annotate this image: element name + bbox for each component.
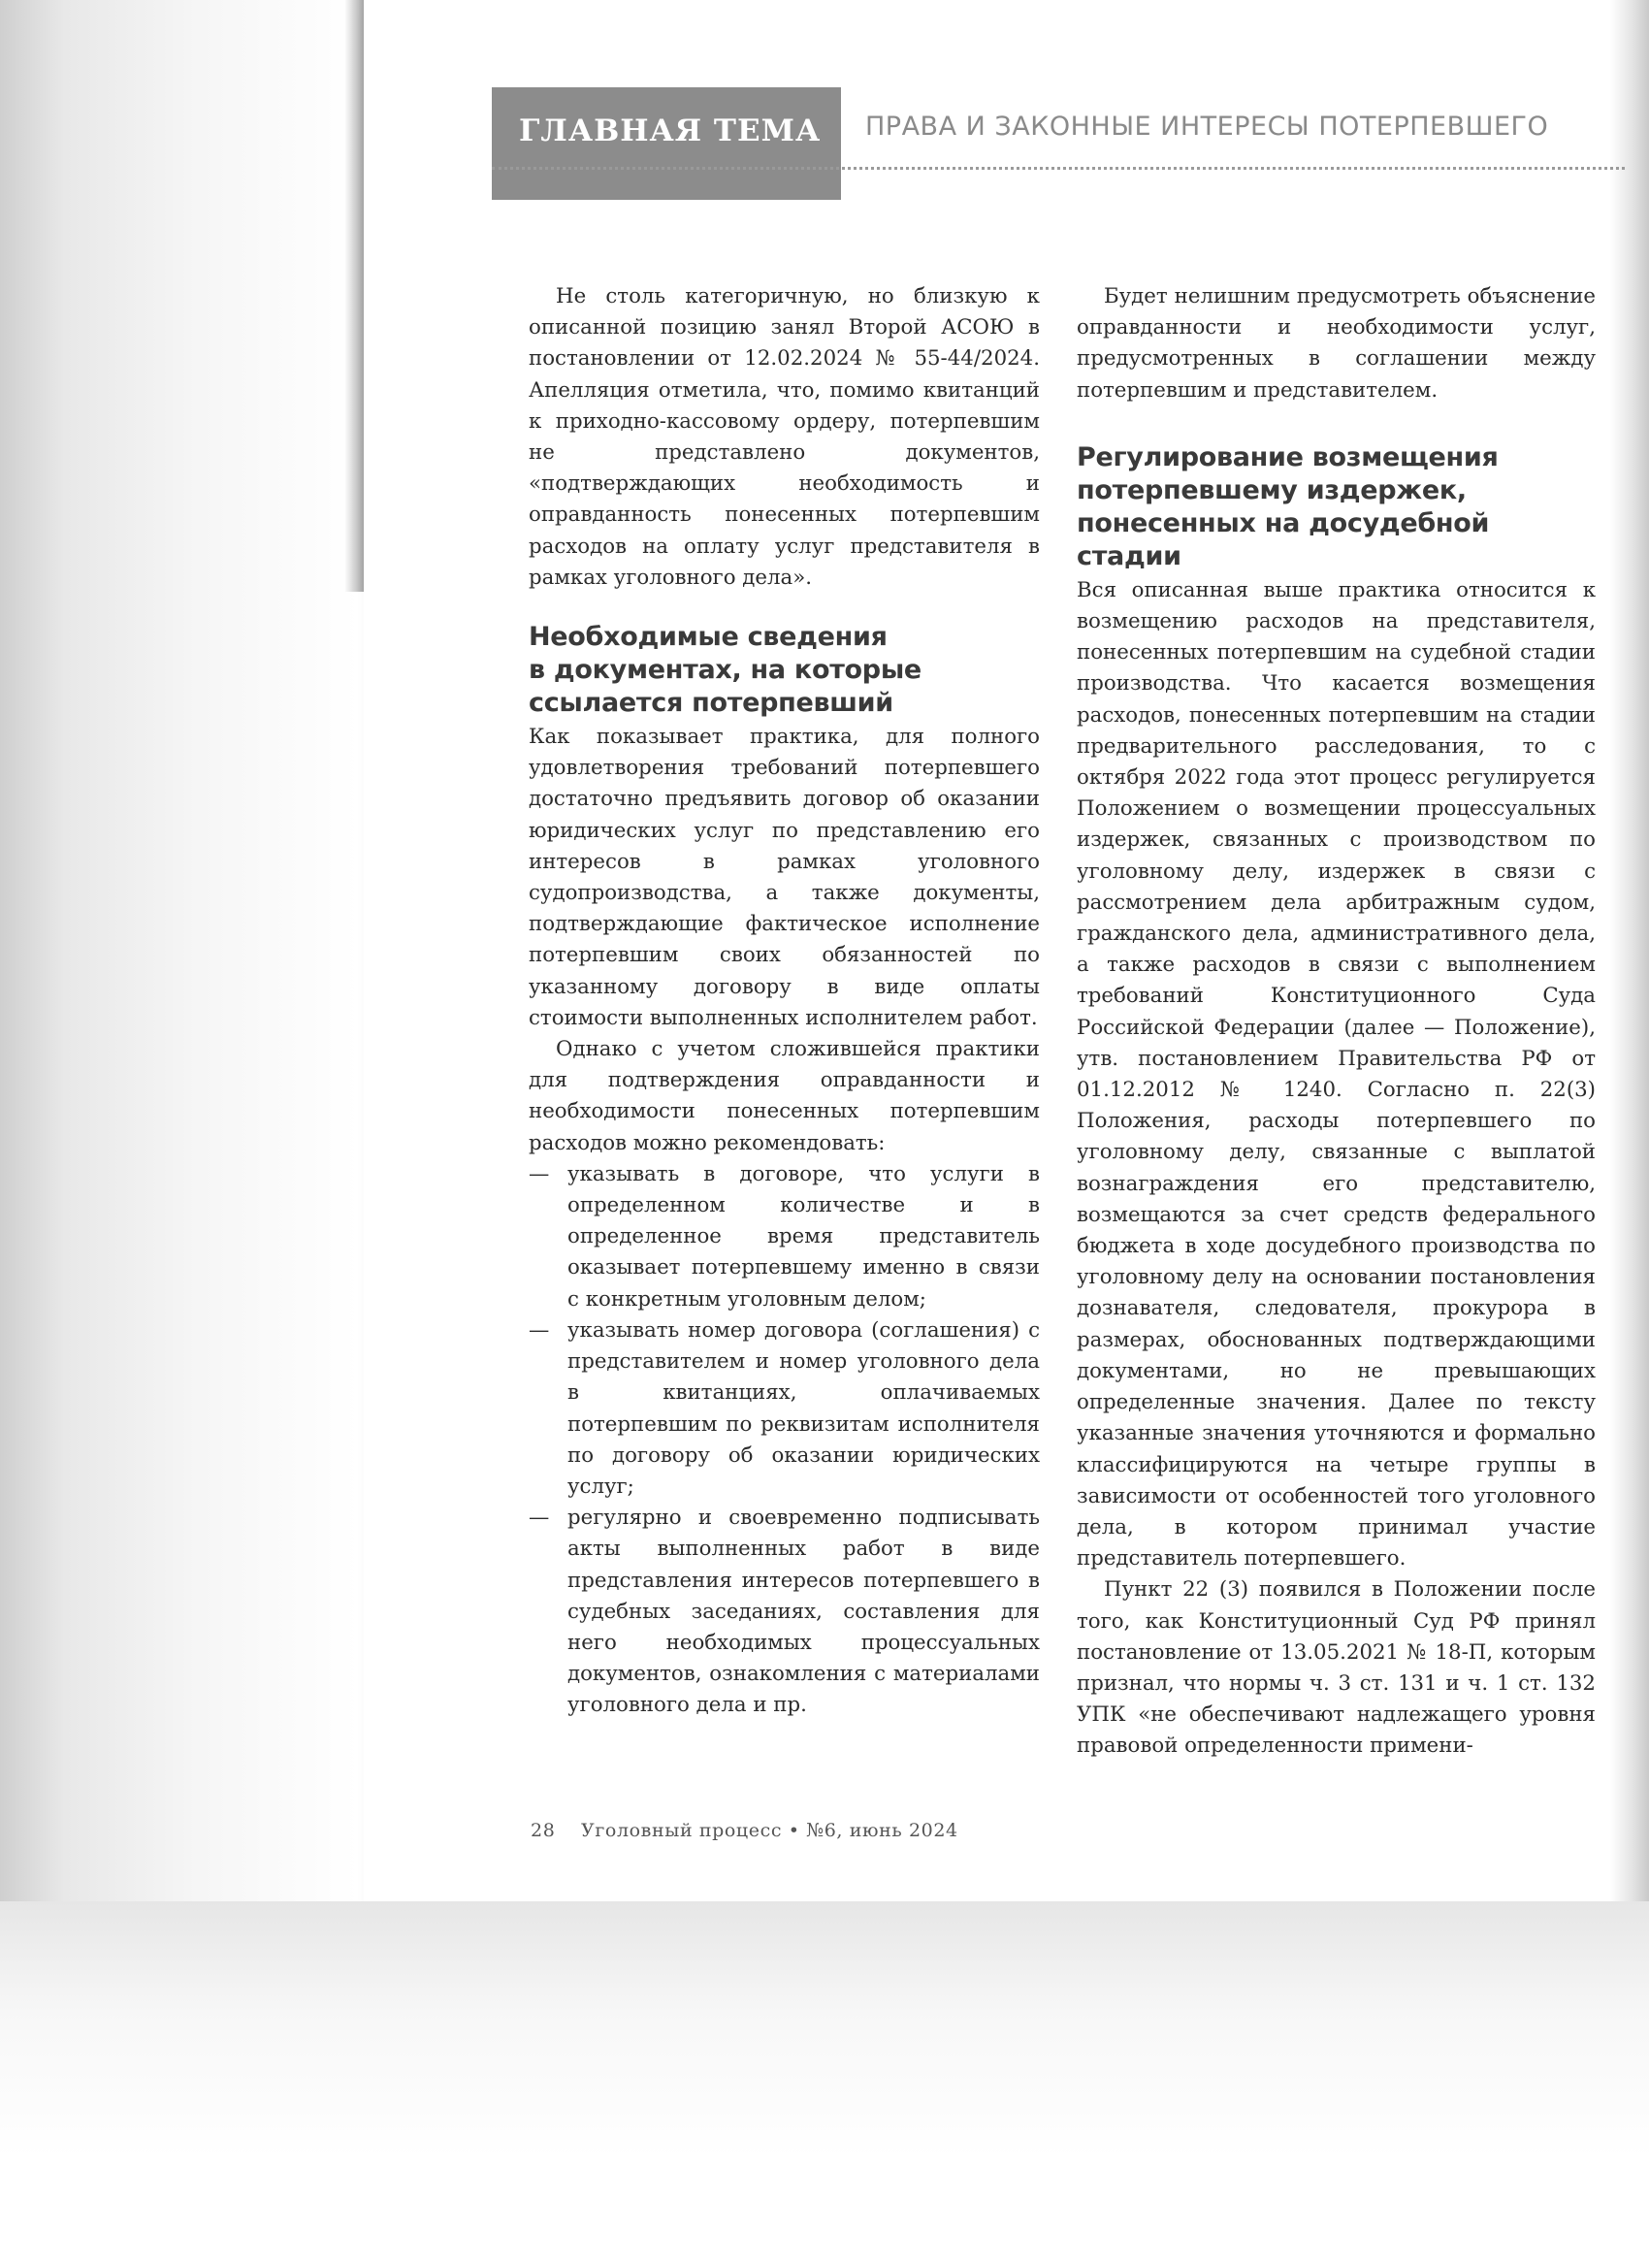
section-topic: ПРАВА И ЗАКОННЫЕ ИНТЕРЕСЫ ПОТЕРПЕВШЕГО [865,112,1549,142]
right-paragraph-2: Пункт 22 (3) появился в Положении после того, как Конституционный Суд РФ принял постановление от 13.05.2021 № 18-П, которым признал, что нормы ч. 3 ст. 131 и ч. 1 ст. 132 УПК «не обеспечивают надлежащего уровня правовой определенности примени- [1077,1577,1596,1759]
right-intro-paragraph: Будет нелишним предусмотреть объяснение оправданности и необходимости услуг, предусмотренных в соглашении между потерпевшим и представителем. [1077,284,1596,403]
page-number: 28 [531,1820,556,1841]
left-column [529,281,1040,1722]
right-paragraph-1: Вся описанная выше практика относится к возмещению расходов на представителя, понесенных потерпевшим на судебной стадии производства. Что касается возмещения расходов, понесенных потерпевшим на стадии предварительного расследования, то с октября 2022 года этот процесс регулируется Положением о возмещении процессуальных издержек, связанных с производством по уголовному делу, издержек в связи с рассмотрением дела арбитражным судом, гражданского дела, административного дела, а также расходов в связи с выполнением требований Конституционного Суда Российской Федерации (далее — Положение), утв. постановлением Правительства РФ от 01.12.2012 № 1240. Согласно п. 22(3) Положения, расходы потерпевшего по уголовному делу, связанные с выплатой вознаграждения его представителю, возмещаются за счет средств федерального бюджета в ходе досудебного производства по уголовному делу на основании постановления дознавателя, следователя, прокурора в размерах, обоснованных подтверждающими документами, но не превышающих определенные значения. Далее по тексту указанные значения уточняются и формально классифицируются на четыре группы в зависимости от особенностей того уголовного дела, в котором принимал участие представитель потерпевшего. [1077,577,1596,1571]
header-dotted-rule [492,167,1625,170]
scan-left-margin [0,0,359,1940]
left-paragraph-1: Как показывает практика, для полного удовлетворения требований потерпевшего достаточно предъявить договор об оказании юридических услуг по представлению его интересов в рамках уголовного судопроизводства, а также документы, подтверждающие фактическое исполнение потерпевшим своих обязанностей по указанному договору в виде оплаты стоимости выполненных исполнителем работ. [529,725,1040,1030]
list-item: — указывать в договоре, что услуги в определенном количестве и в определенное время представитель оказывает потерпевшему именно в связи с конкретным уголовным делом; [529,1159,1040,1315]
left-heading-line: в документах, на которые [529,655,922,686]
right-heading-line: потерпевшему издержек, [1077,474,1467,505]
section-label: ГЛАВНАЯ ТЕМА [519,113,822,148]
right-heading-line: понесенных на досудебной стадии [1077,507,1490,571]
list-item: — указывать номер договора (соглашения) с представителем и номер уголовного дела в квитанциях, оплачиваемых потерпевшим по реквизитам исполнителя по договору об оказании юридических услуг; [529,1315,1040,1503]
right-section-heading [1077,441,1596,573]
scan-bottom-area [0,1901,1649,2268]
list-item: — регулярно и своевременно подписывать акты выполненных работ в виде представления интересов потерпевшего в судебных заседаниях, составления для него необходимых процессуальных документов, ознакомления с материалами уголовного дела и пр. [529,1503,1040,1721]
journal-issue: Уголовный процесс • №6, июнь 2024 [581,1820,958,1841]
right-heading-line: Регулирование возмещения [1077,441,1499,472]
scan-page-edge [344,0,366,592]
left-heading-line: Необходимые сведения [529,622,888,653]
left-section-heading [529,621,1040,720]
left-paragraph-2: Однако с учетом сложившейся практики для подтверждения оправданности и необходимости понесенных потерпевшим расходов можно рекомендовать: [529,1037,1040,1155]
left-intro-paragraph: Не столь категоричную, но близкую к описанной позицию занял Второй АСОЮ в постановлении от 12.02.2024 № 55-44/2024. Апелляция отметила, что, помимо квитанций к приходно-кассовому ордеру, потерпевшим не представлено документов, «подтверждающих необходимость и оправданность понесенных потерпевшим расходов на оплату услуг представителя в рамках уголовного дела». [529,284,1040,590]
right-column [1077,281,1596,1763]
left-heading-line: ссылается потерпевший [529,688,893,719]
page-footer [531,1820,958,1841]
recommendations-list [529,1159,1040,1722]
scan-right-edge [1610,0,1649,1940]
